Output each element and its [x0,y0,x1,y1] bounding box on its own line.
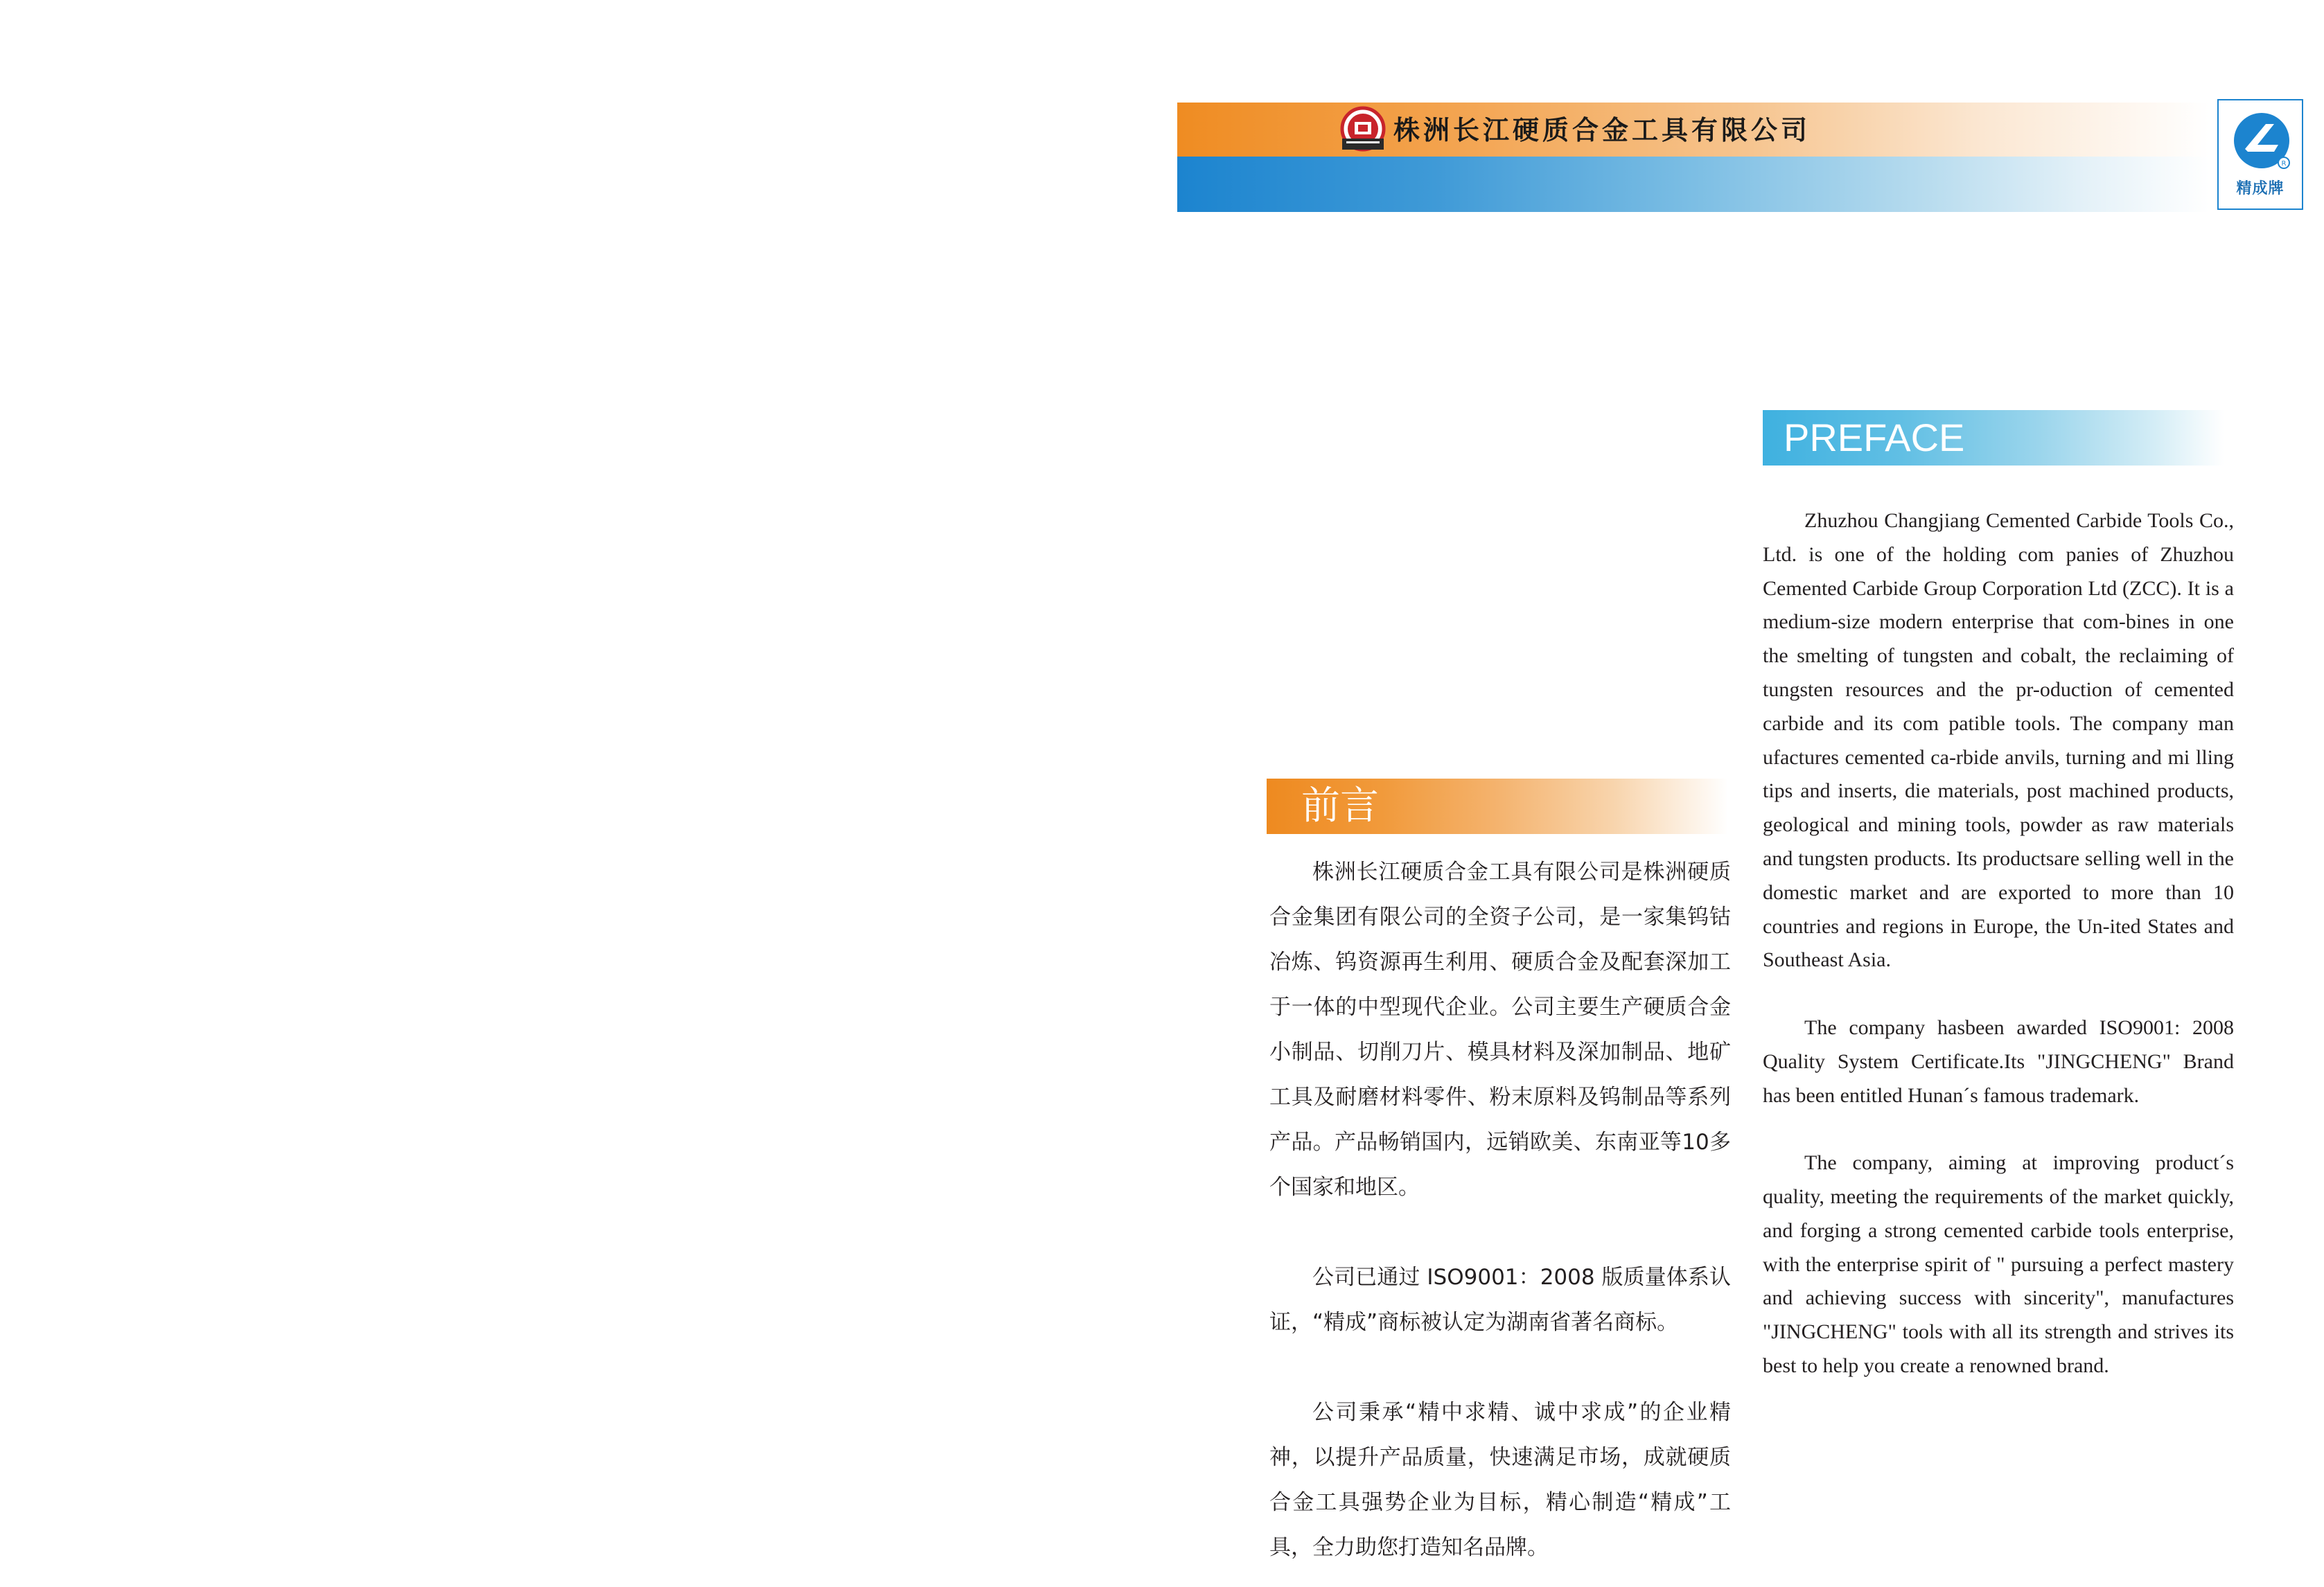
chinese-body [1269,850,1731,1570]
chinese-paragraph: 公司已通过 ISO9001：2008 版质量体系认证，“精成”商标被认定为湖南省著名商标。 [1269,1265,1731,1335]
header-band [1177,103,2209,212]
english-paragraph: The company, aiming at improving product´s quality, meeting the requirements of the market quickly, and forging a strong cemented carbide tools enterprise, with the enterprise spirit of " pursuing a perfect mastery and achieving success with sincerity", manufactures "JINGCHENG" tools with all its strength and strives its best to help you create a renowned brand. [1763,1151,2234,1377]
svg-text:R: R [2281,160,2287,168]
company-name: 株洲长江硬质合金工具有限公司 [1393,115,1811,145]
preface-title: PREFACE [1763,410,2224,466]
chinese-paragraph: 公司秉承“精中求精、诚中求成”的企业精神，以提升产品质量，快速满足市场，成就硬质合金工具强势企业为目标，精心制造“精成”工具，全力助您打造知名品牌。 [1269,1400,1731,1560]
company-seal-icon [1337,105,1389,154]
chinese-title: 前言 [1267,779,1728,834]
english-body [1763,504,2234,1383]
header-blue-stripe [1177,157,2209,212]
english-paragraph: Zhuzhou Changjiang Cemented Carbide Tools Co., Ltd. is one of the holding com panies of Zhuzhou Cemented Carbide Group Corporation Ltd (ZCC). It is a medium-size modern enterprise that com-bines in one the smelting of tungsten and cobalt, the reclaiming of tungsten resources and the pr-oduction of cemented carbide and its com patible tools. The company man ufactures cemented ca-rbide anvils, turning and mi lling tips and inserts, die materials, post machined products, geological and mining tools, powder as raw materials and tungsten products. Its productsare selling well in the domestic market and are exported to more than 10 countries and regions in Europe, the Un-ited States and Southeast Asia. [1763,509,2234,972]
brand-label: 精成牌 [2236,180,2285,197]
english-paragraph: The company hasbeen awarded ISO9001: 2008 Quality System Certificate.Its "JINGCHENG" Brand has been entitled Hunan´s famous trademark. [1763,1016,2234,1107]
brand-box [2217,99,2303,210]
chinese-paragraph: 株洲长江硬质合金工具有限公司是株洲硬质合金集团有限公司的全资子公司，是一家集钨钴冶炼、钨资源再生利用、硬质合金及配套深加工于一体的中型现代企业。公司主要生产硬质合金小制品、切削刀片、模具材料及深加制品、地矿工具及耐磨材料零件、粉末原料及钨制品等系列产品。产品畅销国内，远销欧美、东南亚等10多个国家和地区。 [1269,860,1731,1200]
brand-logo-icon [2233,112,2291,170]
